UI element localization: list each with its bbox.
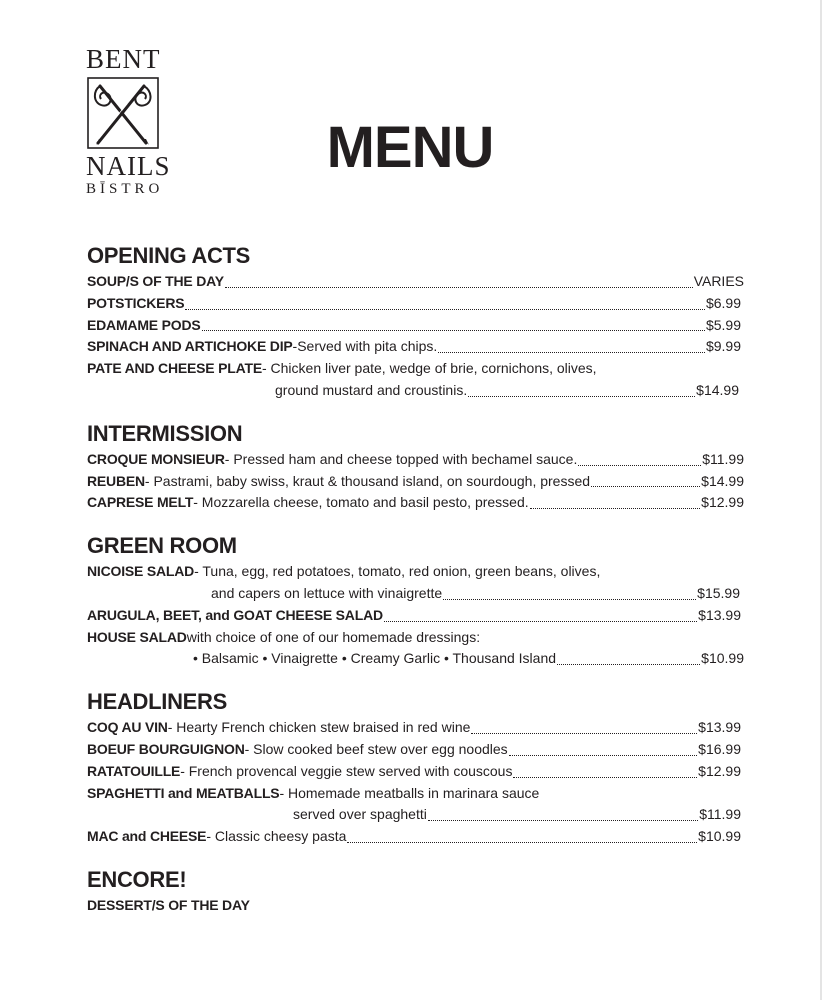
dot-leader: [225, 287, 693, 288]
item-desc: - Pressed ham and cheese topped with bechamel sauce.: [224, 450, 578, 467]
item-desc-continued: ground mustard and croustinis.: [275, 381, 468, 398]
item-name: HOUSE SALAD: [87, 628, 187, 645]
item-price: $13.99: [698, 606, 741, 623]
menu-item: [87, 783, 747, 805]
item-price: $11.99: [699, 806, 741, 823]
menu-item-continued: [87, 648, 744, 670]
item-name: SOUP/S OF THE DAY: [87, 273, 224, 289]
dot-leader: [578, 465, 701, 466]
menu-item: [87, 605, 741, 627]
dot-leader: [384, 621, 697, 622]
item-desc: - Tuna, egg, red potatoes, tomato, red onion, green beans, olives,: [194, 563, 601, 580]
item-price: $13.99: [698, 719, 741, 736]
item-name: CAPRESE MELT: [87, 494, 194, 511]
dot-leader: [347, 842, 697, 843]
item-name: RATATOUILLE: [87, 762, 181, 779]
dot-leader: [591, 486, 700, 487]
item-name: BOEUF BOURGUIGNON: [87, 740, 245, 757]
item-price: $16.99: [698, 740, 741, 757]
item-desc: - Homemade meatballs in marinara sauce: [279, 784, 540, 801]
section-title: ENCORE!: [87, 866, 187, 892]
dot-leader: [557, 664, 700, 665]
item-name: NICOISE SALAD: [87, 563, 195, 580]
dot-leader: [202, 330, 705, 331]
section-headliners: [87, 688, 747, 848]
dot-leader: [438, 352, 705, 353]
item-price: $11.99: [702, 450, 744, 467]
item-name: PATE AND CHEESE PLATE: [87, 360, 262, 377]
menu-list: [87, 242, 747, 935]
item-price: $12.99: [701, 494, 744, 511]
menu-item: [87, 471, 744, 493]
section-opening-acts: [87, 242, 747, 402]
item-price: $14.99: [696, 381, 739, 398]
section-title: OPENING ACTS: [87, 243, 251, 268]
section-green-room: [87, 532, 747, 670]
dot-leader: [471, 733, 697, 734]
dot-leader: [443, 599, 696, 600]
menu-item: [87, 336, 741, 358]
menu-item: [87, 561, 747, 583]
logo-bent-word: BENT: [86, 44, 161, 74]
item-name: CROQUE MONSIEUR: [87, 450, 225, 467]
item-name: COQ AU VIN: [87, 719, 168, 736]
item-desc-continued: and capers on lettuce with vinaigrette: [211, 584, 443, 601]
section-intermission: [87, 420, 747, 514]
item-desc: with choice of one of our homemade dressings:: [186, 628, 481, 645]
item-price: $15.99: [697, 584, 740, 601]
item-price: $9.99: [705, 338, 741, 355]
item-name: MAC and CHEESE: [87, 828, 207, 845]
item-name: ARUGULA, BEET, and GOAT CHEESE SALAD: [87, 606, 383, 623]
menu-item: [87, 761, 741, 783]
item-name: REUBEN: [87, 472, 145, 489]
section-title: GREEN ROOM: [87, 533, 237, 559]
logo-bistro-word: BĪSTRO: [86, 181, 164, 197]
item-name: SPAGHETTI and MEATBALLS: [87, 784, 280, 801]
item-price: $12.99: [698, 762, 741, 779]
menu-item-continued: [87, 804, 741, 826]
item-desc-continued: served over spaghetti: [293, 806, 427, 823]
item-price: $5.99: [705, 316, 741, 333]
section-title: HEADLINERS: [87, 689, 228, 715]
menu-item: [87, 739, 741, 761]
menu-item: [87, 627, 747, 649]
item-name: SPINACH AND ARTICHOKE DIP: [87, 338, 293, 355]
menu-item: [87, 717, 741, 739]
item-desc: - Hearty French chicken stew braised in red wine: [167, 719, 471, 736]
menu-item: [87, 271, 744, 293]
item-desc: - French provencal veggie stew served with couscous: [180, 762, 513, 779]
item-desc: - Pastrami, baby swiss, kraut & thousand island, on sourdough, pressed: [144, 472, 591, 489]
item-price: $10.99: [701, 650, 744, 667]
item-price: $10.99: [698, 828, 741, 845]
section-encore: [87, 866, 747, 917]
dot-leader: [513, 777, 697, 778]
dot-leader: [428, 820, 698, 821]
dot-leader: [530, 508, 701, 509]
item-price: VARIES: [693, 273, 744, 289]
item-price: $14.99: [701, 472, 744, 489]
menu-item: [87, 826, 741, 848]
dot-leader: [509, 755, 698, 756]
dot-leader: [185, 309, 705, 310]
item-name: EDAMAME PODS: [87, 316, 201, 333]
item-desc: - Chicken liver pate, wedge of brie, cornichons, olives,: [261, 360, 597, 377]
item-desc: - Slow cooked beef stew over egg noodles: [244, 740, 508, 757]
dressing-options: • Balsamic • Vinaigrette • Creamy Garlic • Thousand Island: [193, 650, 557, 667]
menu-item: [87, 449, 744, 471]
item-desc: - Classic cheesy pasta: [206, 828, 347, 845]
item-desc: -Served with pita chips.: [292, 338, 438, 355]
item-name: POTSTICKERS: [87, 294, 185, 311]
menu-item: [87, 895, 747, 917]
menu-item-continued: [87, 583, 740, 605]
logo-nails-word: NAILS: [86, 151, 171, 181]
menu-item-continued: [87, 380, 739, 402]
dot-leader: [468, 396, 695, 397]
menu-item: [87, 315, 741, 337]
item-desc: - Mozzarella cheese, tomato and basil pesto, pressed.: [193, 494, 529, 511]
item-name: DESSERT/S OF THE DAY: [87, 896, 250, 913]
menu-item: [87, 293, 741, 315]
item-price: $6.99: [705, 294, 741, 311]
menu-item: [87, 358, 747, 380]
menu-item: [87, 492, 744, 514]
section-title: INTERMISSION: [87, 420, 243, 446]
menu-title: MENU: [326, 115, 494, 180]
